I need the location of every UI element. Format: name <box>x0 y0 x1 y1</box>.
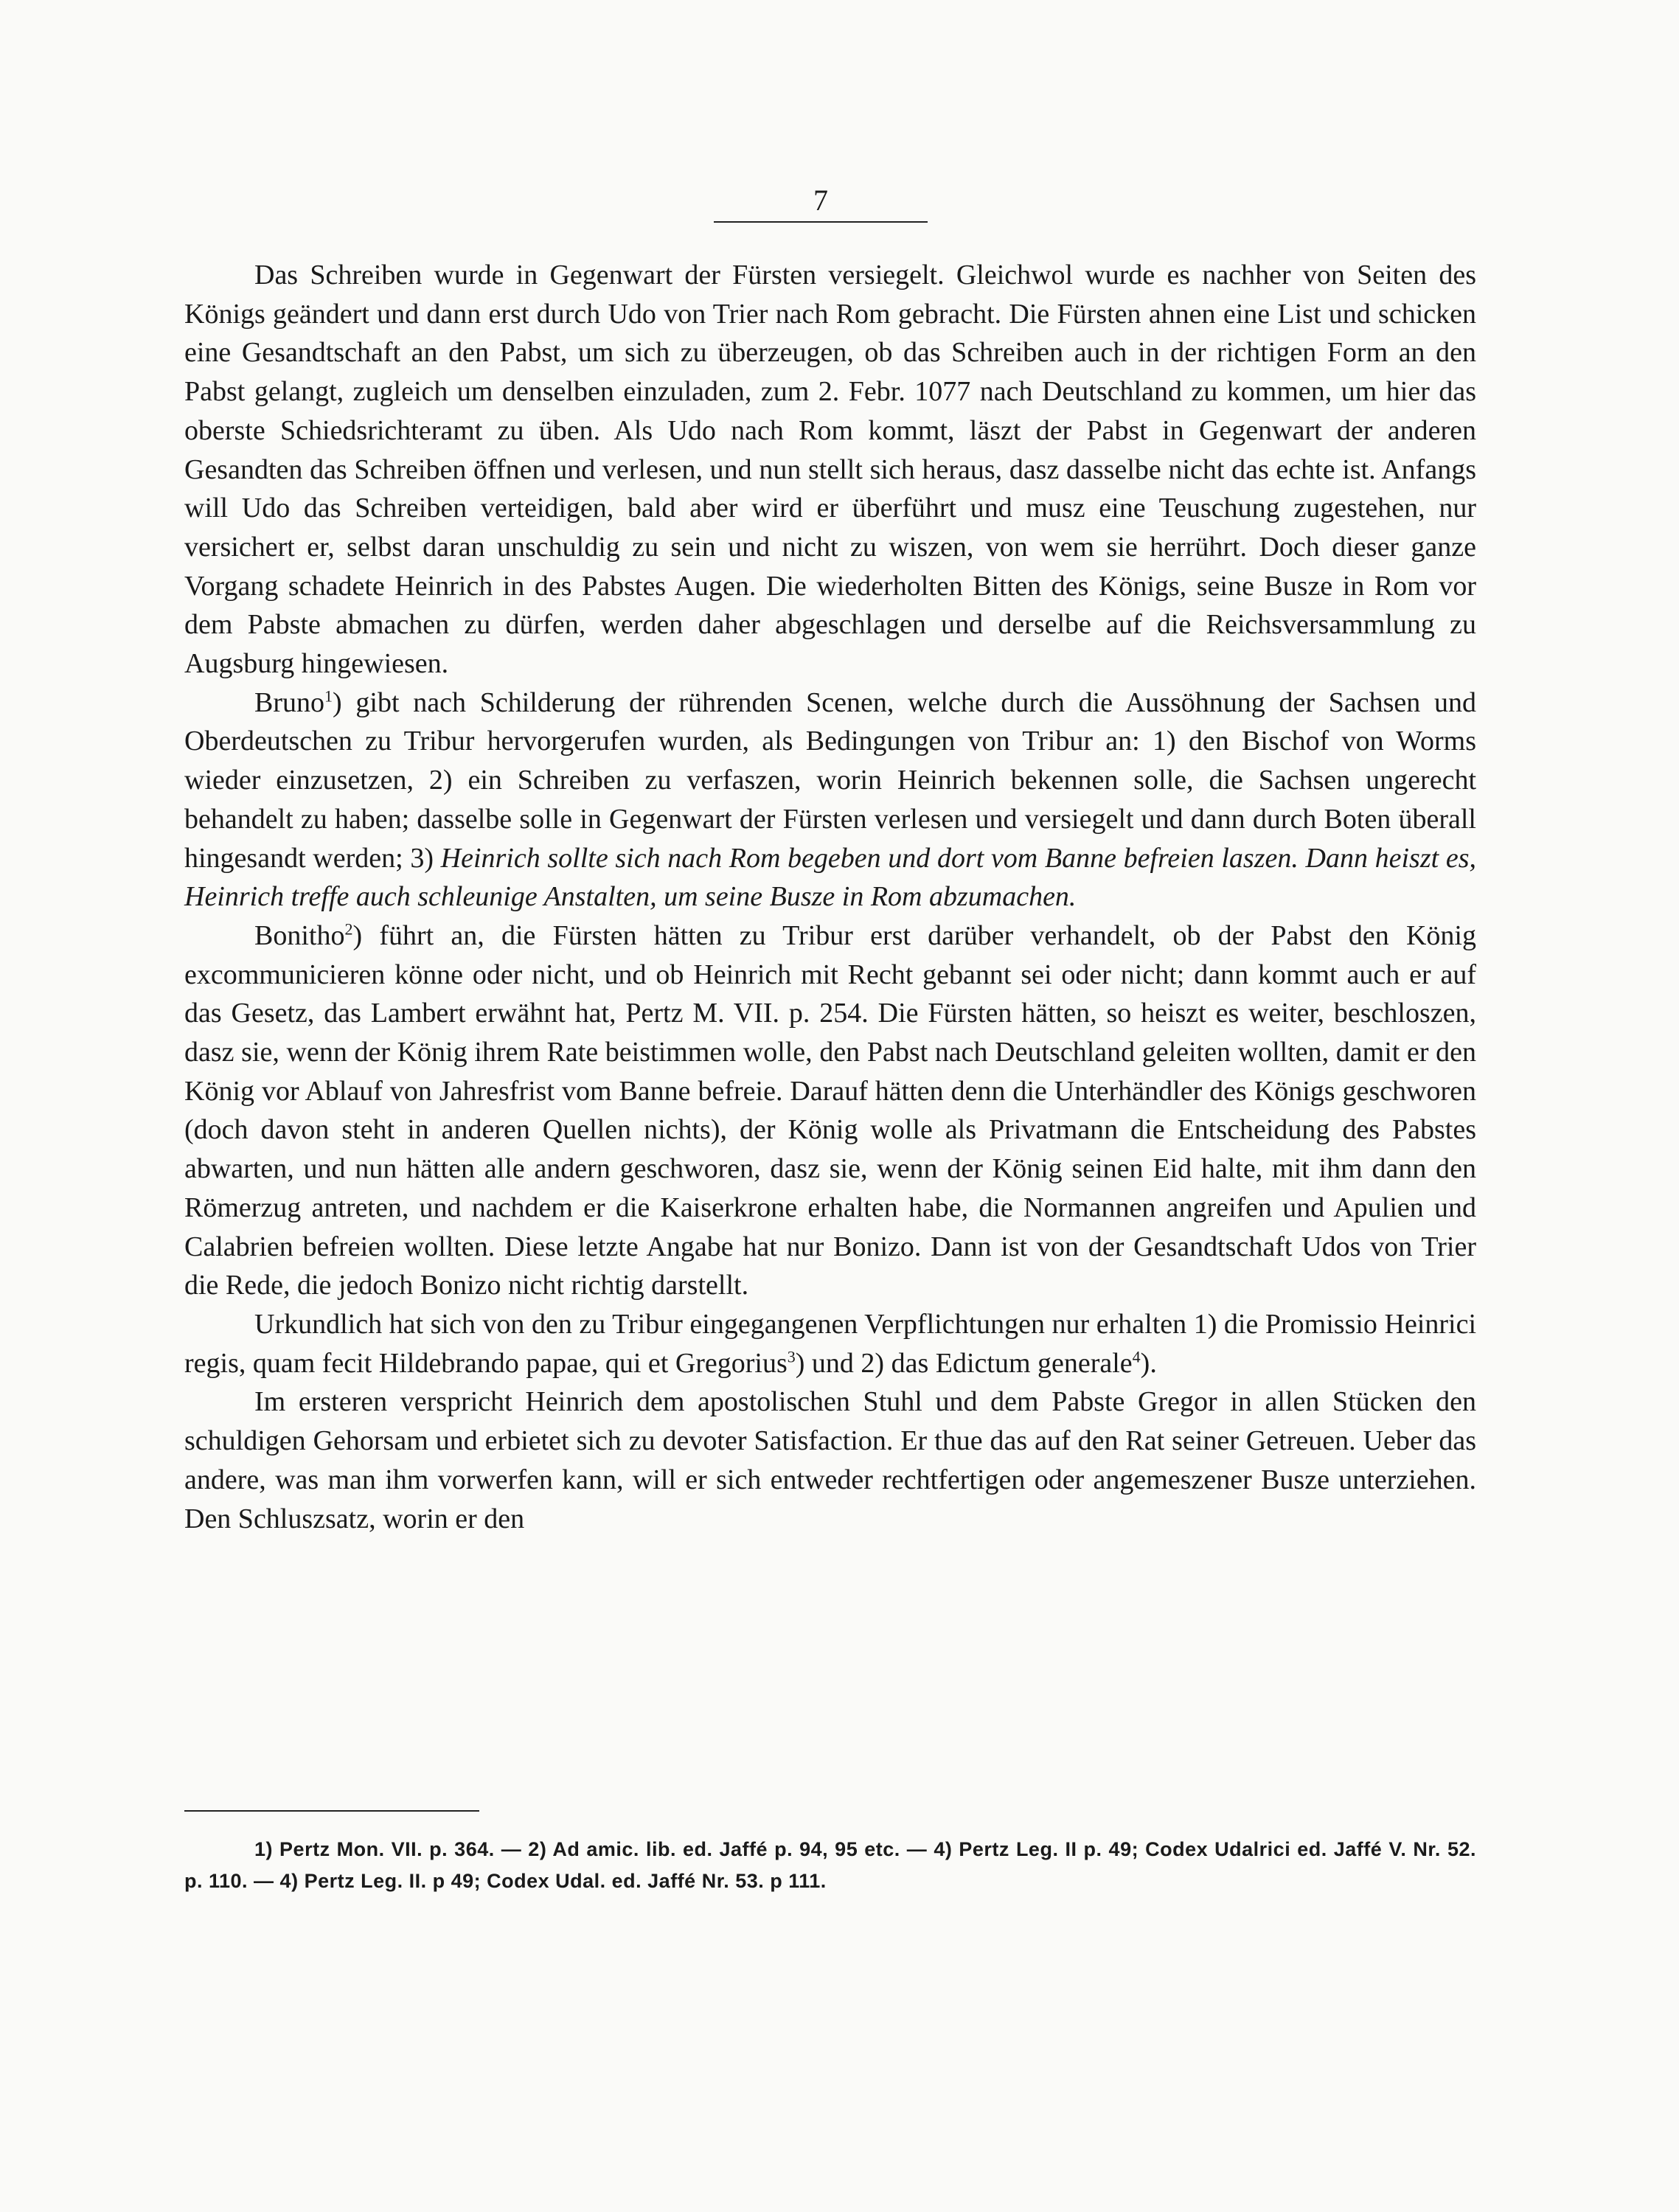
body-text <box>184 256 1476 1538</box>
footnote-ref-2: 2 <box>344 919 353 939</box>
paragraph-3-text: ) führt an, die Fürsten hätten zu Tribur erst darüber verhandelt, ob der Pabst den König excommunicieren könne oder nicht, und ob Heinrich mit Recht gebannt sei oder nicht; dann kommt auch er auf das Gesetz, das Lambert erwähnt hat, Pertz M. VII. p. 254. Die Fürsten hätten, so heiszt es weiter, beschloszen, dasz sie, wenn der König ihrem Rate beistimmen wolle, den Pabst nach Deutschland geleiten wollten, damit er den König vor Ablauf von Jahresfrist vom Banne befreie. Darauf hätten denn die Unterhändler des Königs geschworen (doch davon steht in anderen Quellen nichts), der König wolle als Privatmann die Entscheidung des Pabstes abwarten, und nun hätten alle andern geschworen, dasz sie, wenn der König seinen Eid halte, mit ihm dann den Römerzug antreten, und nachdem er die Kaiserkrone erhalten habe, die Normannen angreifen und Apulien und Calabrien befreien wollten. Diese letzte Angabe hat nur Bonizo. Dann ist von der Gesandtschaft Udos von Trier die Rede, die jedoch Bonizo nicht richtig darstellt. <box>184 919 1476 1301</box>
paragraph-1 <box>184 256 1476 684</box>
footnote-ref-3: 3 <box>787 1347 796 1366</box>
paragraph-5 <box>184 1382 1476 1538</box>
paragraph-3 <box>184 917 1476 1305</box>
footnote-ref-4: 4 <box>1132 1347 1141 1366</box>
footnotes: 1) Pertz Mon. VII. p. 364. — 2) Ad amic. lib. ed. Jaffé p. 94, 95 etc. — 4) Pertz Leg. II p. 49; Codex Udalrici ed. Jaffé V. Nr. 52. p. 110. — 4) Pertz Leg. II. p 49; Codex Udal. ed. Jaffé Nr. 53. p 111. <box>184 1838 1476 1892</box>
paragraph-3-text-start: Bonitho <box>254 919 345 951</box>
page-number: 7 <box>714 183 928 223</box>
paragraph-2-text: ) gibt nach Schilderung der rührenden Scenen, welche durch die Aussöhnung der Sachsen und Oberdeutschen zu Tribur hervorgerufen wurden, als Bedingungen von Tribur an: 1) den Bischof von Worms wieder einzusetzen, 2) ein Schreiben zu verfaszen, worin Heinrich bekennen solle, die Sachsen ungerecht behandelt zu haben; dasselbe solle in Gegenwart der Fürsten verlesen und versiegelt und dann durch Boten überall hingesandt werden; 3) <box>184 686 1476 874</box>
footnote-ref-1: 1 <box>324 686 333 706</box>
paragraph-5-text: Im ersteren verspricht Heinrich dem apostolischen Stuhl und dem Pabste Gregor in allen Stücken den schuldigen Gehorsam und erbietet sich zu devoter Satisfaction. Er thue das auf den Rat seiner Getreuen. Ueber das andere, was man ihm vorwerfen kann, will er sich entweder rechtfertigen oder angemeszener Busze unterziehen. Den Schluszsatz, worin er den <box>184 1386 1476 1534</box>
paragraph-4-text-start: Urkundlich hat sich von den zu Tribur eingegangenen Verpflichtungen nur erhalten 1) die Promissio Heinrici regis, quam fecit Hildebrando papae, qui et Gregorius <box>184 1308 1476 1379</box>
paragraph-1-text: Das Schreiben wurde in Gegenwart der Fürsten versiegelt. Gleichwol wurde es nachher von Seiten des Königs geändert und dann erst durch Udo von Trier nach Rom gebracht. Die Fürsten ahnen eine List und schicken eine Gesandtschaft an den Pabst, um sich zu überzeugen, ob das Schreiben auch in der richtigen Form an den Pabst gelangt, zugleich um denselben einzuladen, zum 2. Febr. 1077 nach Deutschland zu kommen, um hier das oberste Schiedsrichteramt zu üben. Als Udo nach Rom kommt, läszt der Pabst in Gegenwart der anderen Gesandten das Schreiben öffnen und verlesen, und nun stellt sich heraus, dasz dasselbe nicht das echte ist. Anfangs will Udo das Schreiben verteidigen, bald aber wird er überführt und musz eine Teuschung zugestehen, nur versichert er, selbst daran unschuldig zu sein und nicht zu wiszen, von wem sie herrührt. Doch dieser ganze Vorgang schadete Heinrich in des Pabstes Augen. Die wiederholten Bitten des Königs, seine Busze in Rom vor dem Pabste abmachen zu dürfen, werden daher abgeschlagen und derselbe auf die Reichsversammlung zu Augsburg hingewiesen. <box>184 260 1476 680</box>
paragraph-2-text-start: Bruno <box>254 686 324 718</box>
paragraph-4-text-mid: ) und 2) das Edictum generale <box>795 1347 1133 1379</box>
paragraph-2 <box>184 684 1476 917</box>
paragraph-4-text-end: ). <box>1140 1347 1157 1379</box>
paragraph-2-italic-text: Heinrich sollte sich nach Rom begeben und dort vom Banne befreien laszen. Dann heiszt es, Heinrich treffe auch schleunige Anstalten, um seine Busze in Rom abzumachen. <box>184 842 1476 913</box>
footnote-divider <box>184 1810 479 1812</box>
paragraph-4 <box>184 1305 1476 1382</box>
